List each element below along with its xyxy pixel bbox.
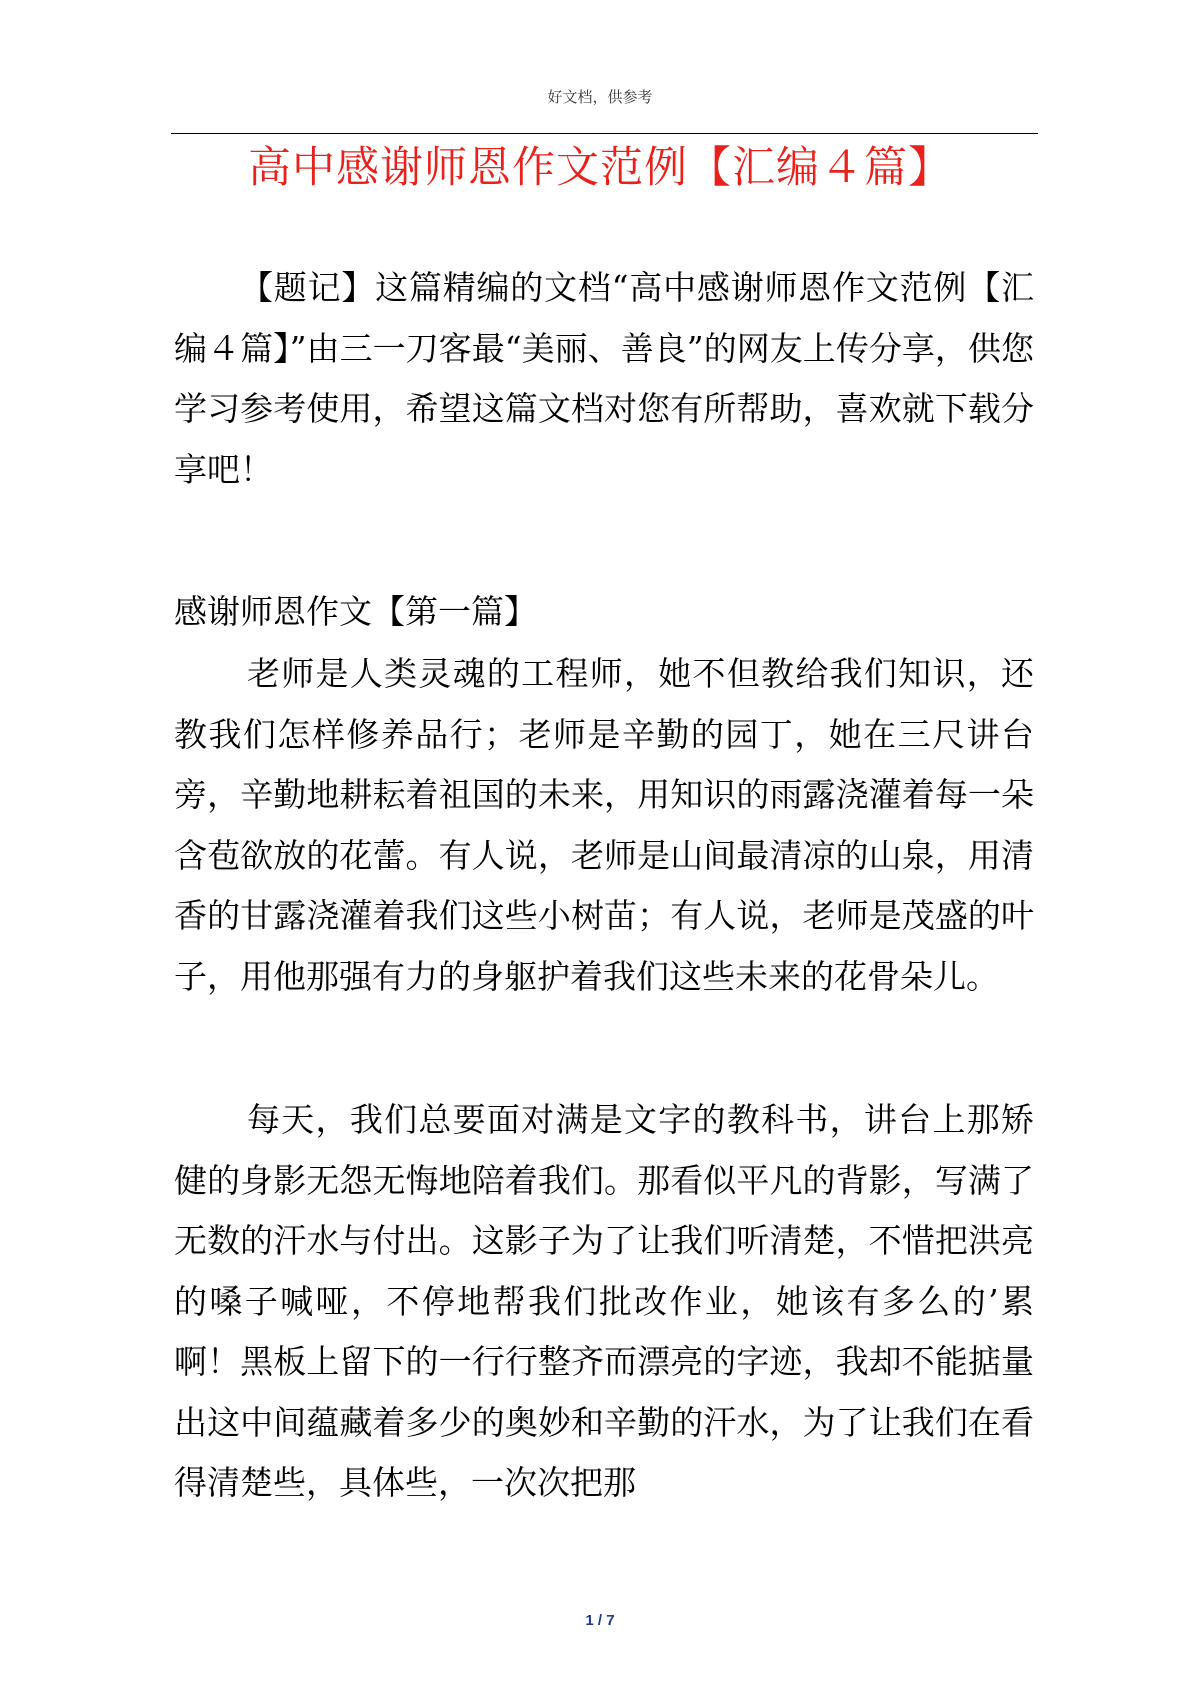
header-divider: [171, 133, 1038, 134]
document-title: 高中感谢师恩作文范例【汇编４篇】: [248, 143, 952, 193]
page-number: 1 / 7: [585, 1612, 615, 1629]
body-paragraph: 每天，我们总要面对满是文字的教科书，讲台上那矫健的身影无怨无悔地陪着我们。那看似平凡的背影，写满了无数的汗水与付出。这影子为了让我们听清楚，不惜把洪亮的嗓子喊哑，不停地帮我们批改作业，她该有多么的’累啊！黑板上留下的一行行整齐而漂亮的字迹，我却不能掂量出这中间蕴藏着多少的奥妙和辛勤的汗水，为了让我们在看得清楚些，具体些，一次次把那: [174, 1100, 1034, 1502]
body-paragraph: 老师是人类灵魂的工程师，她不但教给我们知识，还教我们怎样修养品行；老师是辛勤的园丁，她在三尺讲台旁，辛勤地耕耘着祖国的未来，用知识的雨露浇灌着每一朵含苞欲放的花蕾。有人说，老师是山间最清凉的山泉，用清香的甘露浇灌着我们这些小树苗；有人说，老师是茂盛的叶子，用他那强有力的身躯护着我们这些未来的花骨朵儿。: [174, 654, 1034, 996]
section-heading: 感谢师恩作文【第一篇】: [174, 592, 537, 631]
intro-paragraph: 【题记】这篇精编的文档“高中感谢师恩作文范例【汇编４篇】”由三一刀客最“美丽、善良”的网友上传分享，供您学习参考使用，希望这篇文档对您有所帮助，喜欢就下载分享吧！: [174, 268, 1034, 489]
page-header-text: 好文档，供参考: [547, 88, 653, 106]
